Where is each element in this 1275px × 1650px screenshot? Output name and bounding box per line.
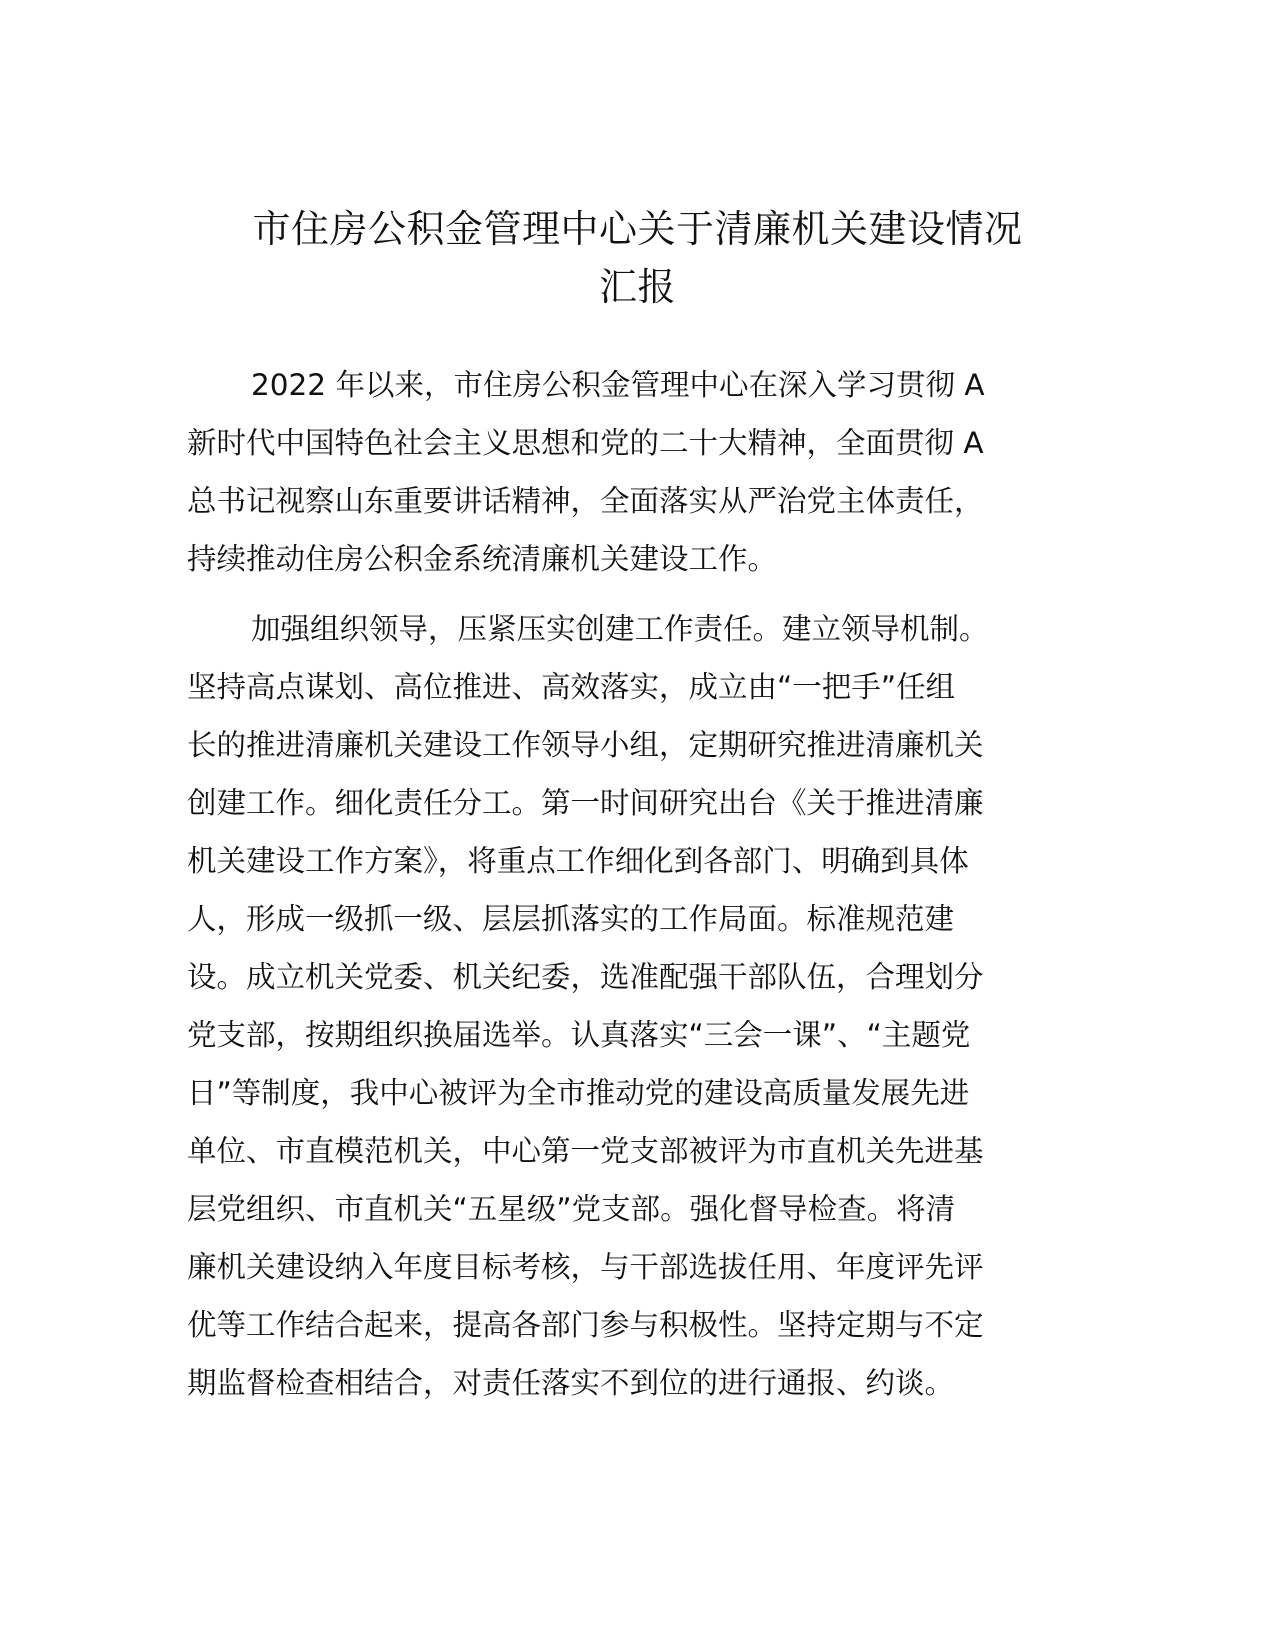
paragraph-line: 加强组织领导，压紧压实创建工作责任。建立领导机制。: [251, 612, 989, 646]
paragraph-line: 单位、市直模范机关，中心第一党支部被评为市直机关先进基: [187, 1134, 984, 1168]
title-line: 汇报: [598, 265, 676, 309]
paragraph-line: 优等工作结合起来，提高各部门参与积极性。坚持定期与不定: [187, 1308, 984, 1342]
document-title: [160, 200, 1115, 316]
paragraph-line: 总书记视察山东重要讲话精神，全面落实从严治党主体责任，: [187, 484, 984, 518]
paragraph-line: 期监督检查相结合，对责任落实不到位的进行通报、约谈。: [187, 1366, 955, 1400]
paragraph-line: 新时代中国特色社会主义思想和党的二十大精神，全面贯彻 A: [187, 426, 984, 460]
paragraph-intro: [187, 356, 1087, 588]
paragraph-line: 廉机关建设纳入年度目标考核，与干部选拔任用、年度评先评: [187, 1250, 984, 1284]
paragraph-organization: [187, 600, 1087, 1412]
paragraph-line: 层党组织、市直机关“五星级”党支部。强化督导检查。将清: [187, 1192, 956, 1226]
paragraph-line: 设。成立机关党委、机关纪委，选准配强干部队伍，合理划分: [187, 960, 984, 994]
paragraph-line: 坚持高点谋划、高位推进、高效落实，成立由“一把手”任组: [187, 670, 956, 704]
paragraph-line: 机关建设工作方案》，将重点工作细化到各部门、明确到具体: [187, 844, 969, 878]
paragraph-line: 创建工作。细化责任分工。第一时间研究出台《关于推进清廉: [187, 786, 984, 820]
paragraph-line: 2022 年以来，市住房公积金管理中心在深入学习贯彻 A: [251, 368, 985, 402]
paragraph-line: 人，形成一级抓一级、层层抓落实的工作局面。标准规范建: [187, 902, 955, 936]
paragraph-line: 党支部，按期组织换届选举。认真落实“三会一课”、“主题党: [187, 1018, 971, 1052]
title-line: 市住房公积金管理中心关于清廉机关建设情况: [252, 207, 1023, 251]
paragraph-line: 长的推进清廉机关建设工作领导小组，定期研究推进清廉机关: [187, 728, 984, 762]
paragraph-line: 日”等制度，我中心被评为全市推动党的建设高质量发展先进: [187, 1076, 970, 1110]
paragraph-line: 持续推动住房公积金系统清廉机关建设工作。: [187, 542, 778, 576]
